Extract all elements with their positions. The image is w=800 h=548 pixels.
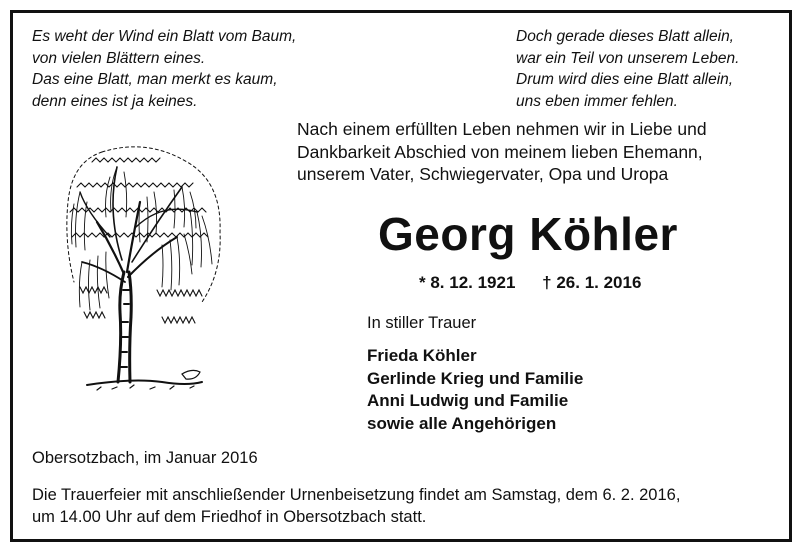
poem-left	[32, 26, 296, 112]
funeral-info	[32, 484, 680, 528]
death-date: † 26. 1. 2016	[542, 273, 642, 292]
poem-line: Doch gerade dieses Blatt allein,	[516, 28, 734, 45]
poem-line: Es weht der Wind ein Blatt vom Baum,	[32, 28, 297, 45]
mourning-label: In stiller Trauer	[367, 314, 477, 332]
intro-line: Dankbarkeit Abschied von meinem lieben Ehemann,	[297, 141, 703, 162]
birth-date: * 8. 12. 1921	[419, 273, 516, 292]
mourner: Anni Ludwig und Familie	[367, 391, 569, 410]
poem-line: war ein Teil von unserem Leben.	[516, 49, 740, 67]
mourner: Frieda Köhler	[367, 346, 477, 365]
poem-line: Das eine Blatt, man merkt es kaum,	[32, 71, 278, 88]
mourners-list	[367, 345, 583, 435]
life-dates	[419, 273, 641, 293]
poem-line: denn eines ist ja keines.	[32, 92, 198, 110]
birch-tree-icon	[62, 142, 232, 394]
poem-line: Drum wird dies eine Blatt allein,	[516, 71, 734, 88]
poem-line: von vielen Blättern eines.	[32, 49, 206, 67]
intro-text	[297, 118, 707, 186]
intro-line: unserem Vater, Schwiegervater, Opa und Uropa	[297, 164, 669, 184]
poem-line: uns eben immer fehlen.	[516, 92, 678, 110]
mourner: Gerlinde Krieg und Familie	[367, 368, 584, 388]
mourner: sowie alle Angehörigen	[367, 413, 557, 433]
place-date: Obersotzbach, im Januar 2016	[32, 449, 258, 467]
funeral-line: Die Trauerfeier mit anschließender Urnenbeisetzung findet am Samstag, dem 6. 2. 2016,	[32, 486, 681, 504]
funeral-line: um 14.00 Uhr auf dem Friedhof in Obersotzbach statt.	[32, 508, 427, 526]
intro-line: Nach einem erfüllten Leben nehmen wir in Liebe und	[297, 119, 707, 139]
deceased-name: Georg Köhler	[378, 208, 678, 260]
poem-right	[516, 26, 739, 112]
